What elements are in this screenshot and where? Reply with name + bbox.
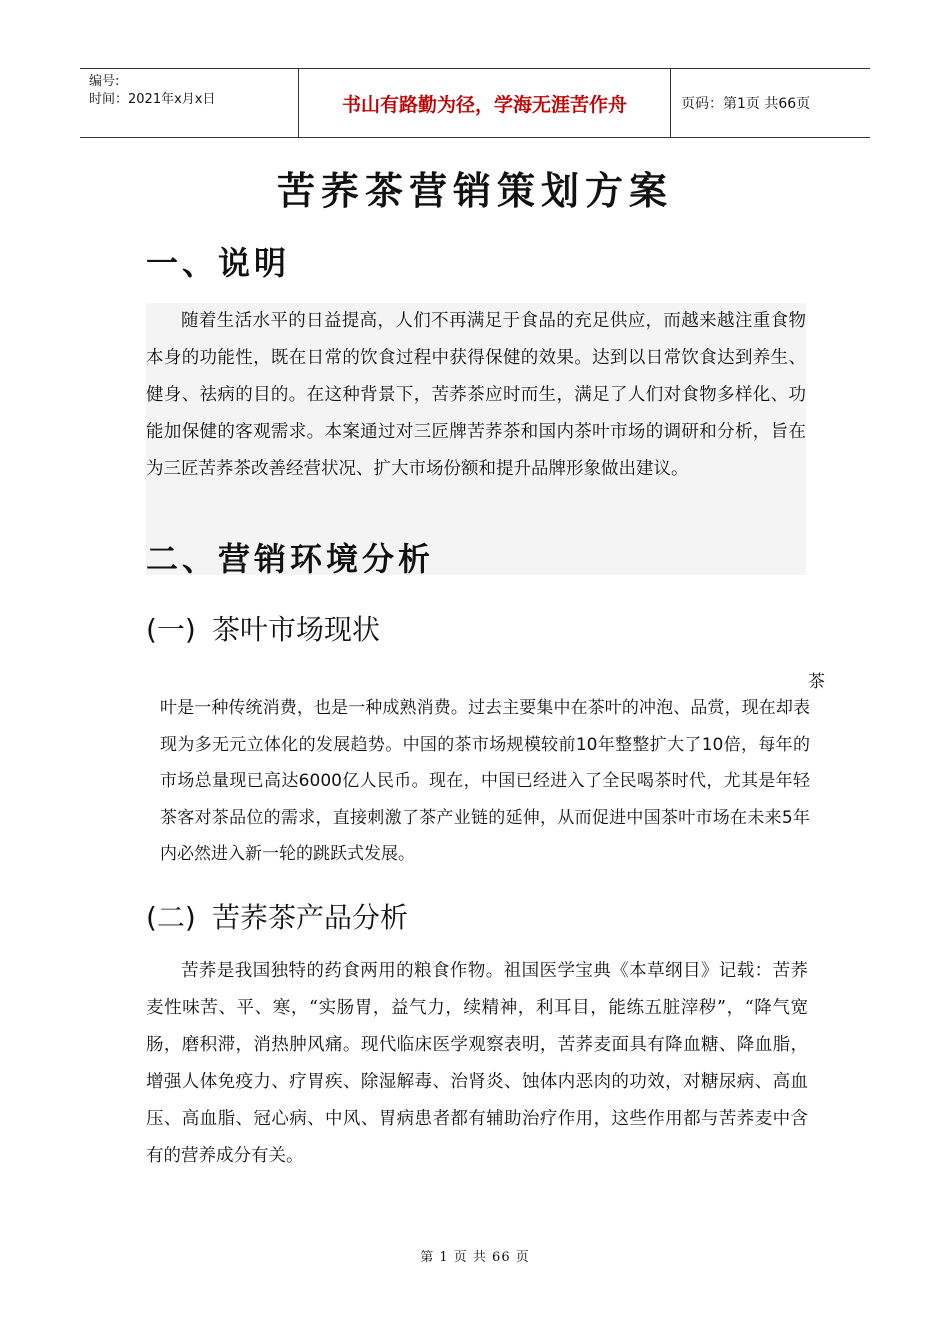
subsection-2-number: (二) — [146, 901, 196, 934]
document-title: 苦荞茶营销策划方案 — [276, 169, 673, 213]
section-heading-1: 一、说明 — [146, 244, 291, 282]
subsection-2-title: 苦荞茶产品分析 — [212, 901, 409, 934]
subsection-heading-2 — [146, 896, 408, 936]
section-1-paragraph — [146, 303, 806, 488]
subsection-1-text: 叶是一种传统消费，也是一种成熟消费。过去主要集中在茶叶的冲泡、品赏，现在却表现为多无元立体化的发展趋势。中国的茶市场规模较前10年整整扩大了10倍，每年的市场总量现已高达6000亿人民币。现在，中国已经进入了全民喝茶时代，尤其是年轻茶客对茶品位的需求，直接刺激了茶产业链的延伸，从而促进中国茶叶市场在未来5年内必然进入新一轮的跳跃式发展。 — [160, 698, 810, 864]
subsection-1-title: 茶叶市场现状 — [212, 613, 381, 646]
header-page-info: 页码：第1页 共66页 — [681, 96, 811, 112]
header-motto: 书山有路勤为径，学海无涯苦作舟 — [299, 69, 671, 137]
subsection-1-number: (一) — [146, 613, 196, 646]
subsection-1-first-char: 茶 — [808, 672, 825, 692]
date-label: 时间：2021年x月x日 — [89, 92, 216, 107]
header-table — [80, 68, 870, 138]
section-1-text: 随着生活水平的日益提高，人们不再满足于食品的充足供应，而越来越注重食物本身的功能性，既在日常的饮食过程中获得保健的效果。达到以日常饮食达到养生、健身、祛病的目的。在这种背景下，苦荞茶应时而生，满足了人们对食物多样化、功能加保健的客观需求。本案通过对三匠牌苦荞茶和国内茶叶市场的调研和分析，旨在为三匠苦荞茶改善经营状况、扩大市场份额和提升品牌形象做出建议。 — [146, 311, 806, 479]
subsection-2-text: 苦荞是我国独特的药食两用的粮食作物。祖国医学宝典《本草纲目》记载：苦荞麦性味苦、平、寒，“实肠胃，益气力，续精神，利耳目，能练五脏滓秽”，“降气宽肠，磨积滞，消热肿风痛。现代临床医学观察表明，苦荞麦面具有降血糖、降血脂，增强人体免疫力、疗胃疾、除湿解毒、治肾炎、蚀体内恶肉的功效，对糖尿病、高血压、高血脂、冠心病、中风、胃病患者都有辅助治疗作用，这些作用都与苦荞麦中含有的营养成分有关。 — [146, 961, 808, 1166]
header-meta — [80, 69, 299, 137]
section-heading-2: 二、营销环境分析 — [146, 540, 435, 578]
subsection-1-paragraph — [160, 672, 825, 873]
page-footer: 第 1 页 共 66 页 — [420, 1250, 530, 1265]
subsection-2-paragraph — [146, 953, 808, 1175]
subsection-heading-1 — [146, 608, 380, 648]
code-label: 编号: — [89, 74, 120, 89]
